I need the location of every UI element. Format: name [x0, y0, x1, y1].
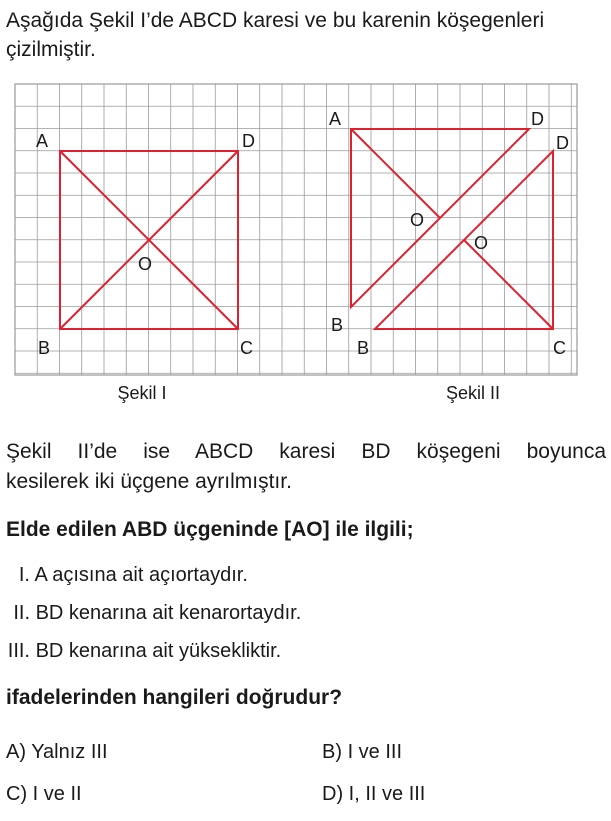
label-o2a: O	[410, 210, 425, 230]
choice-a[interactable]: A) Yalnız III	[6, 741, 108, 763]
choice-d[interactable]: D) I, II ve III	[322, 783, 426, 805]
grid-border	[15, 84, 577, 375]
label-a2: A	[329, 109, 342, 129]
caption-sekil-1: Şekil I	[117, 383, 167, 403]
label-c1: C	[240, 338, 253, 358]
caption-sekil-2: Şekil II	[445, 383, 501, 403]
closing-question: ifadelerinden hangileri doğrudur?	[6, 686, 343, 709]
label-o1: O	[138, 254, 153, 274]
segment-ao-left	[351, 129, 440, 218]
question-text: Elde edilen ABD üçgeninde [AO] ile ilgili;	[6, 518, 414, 541]
label-a1: A	[36, 131, 49, 151]
choice-c[interactable]: C) I ve II	[6, 783, 82, 805]
statement-2: II. BD kenarına ait kenarortaydır.	[13, 602, 302, 624]
paragraph-line-1: Şekil II’de ise ABCD karesi BD köşegeni boyunca	[6, 440, 606, 463]
label-d2b: D	[556, 133, 569, 153]
intro-text: Aşağıda Şekil I’de ABCD karesi ve bu karenin köşegenleri çizilmiştir.	[6, 9, 545, 61]
label-c2: C	[553, 338, 566, 358]
label-b2a: B	[331, 315, 344, 335]
label-o2b: O	[474, 233, 489, 253]
label-b2b: B	[357, 338, 370, 358]
label-b1: B	[38, 338, 51, 358]
grid	[15, 84, 577, 375]
label-d2a: D	[531, 109, 544, 129]
statement-1: I. A açısına ait açıortaydır.	[18, 564, 248, 586]
choice-b[interactable]: B) I ve III	[322, 741, 403, 763]
paragraph-line-2: kesilerek iki üçgene ayrılmıştır.	[6, 470, 292, 493]
label-d1: D	[242, 131, 255, 151]
statement-3: III. BD kenarına ait yüksekliktir.	[7, 640, 282, 662]
shape-2	[351, 129, 553, 329]
